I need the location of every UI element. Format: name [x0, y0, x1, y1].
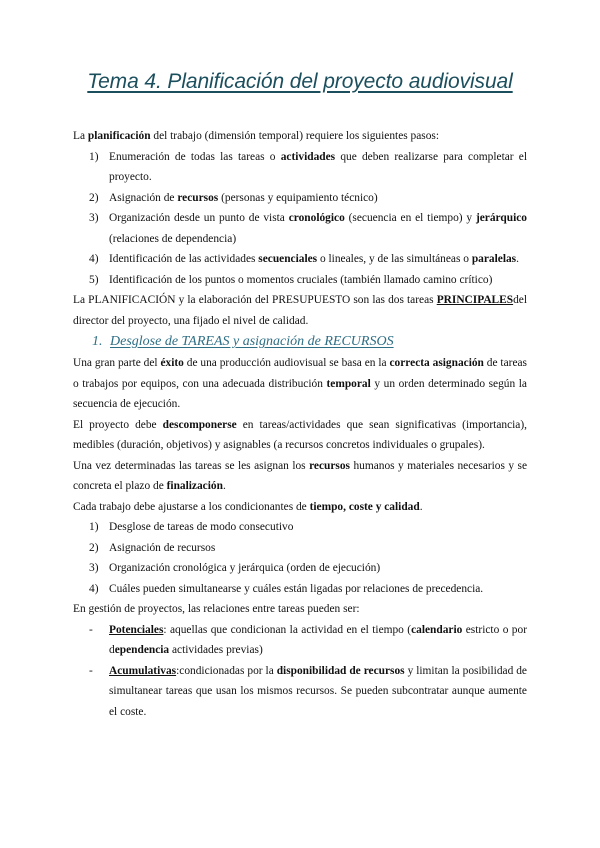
- bold-text: tiempo, coste y calidad: [309, 500, 420, 513]
- text: Una vez determinadas las tareas se les asignan los: [73, 459, 310, 472]
- exito-paragraph: [73, 353, 527, 415]
- condicionantes-paragraph: [73, 497, 527, 518]
- text: que deben realizarse para completar el proyecto.: [109, 150, 528, 183]
- bold-text: secuenciales: [258, 253, 318, 265]
- text: (relaciones de dependencia): [109, 232, 237, 245]
- relations-list: [73, 620, 527, 723]
- text: de una producción audiovisual se basa en la: [183, 357, 390, 369]
- bold-underlined-text: Potenciales: [109, 623, 164, 636]
- bold-text: jerárquico: [475, 212, 527, 224]
- bold-underlined-text: PRINCIPALES: [436, 294, 514, 306]
- relaciones-paragraph: En gestión de proyectos, las relaciones entre tareas pueden ser:: [73, 603, 360, 615]
- text: : aquellas que condicionan la actividad en el tiempo (: [163, 623, 412, 636]
- list-item: [73, 579, 527, 600]
- list-number: 3): [89, 212, 99, 224]
- bold-text: recursos: [177, 191, 219, 204]
- bold-text: actividades: [280, 150, 336, 163]
- text: Desglose de tareas de modo consecutivo: [109, 521, 294, 533]
- document-body: [73, 126, 527, 722]
- text: (personas y equipamiento técnico): [218, 191, 378, 204]
- text: Asignación de recursos: [109, 541, 216, 554]
- list-item: [73, 249, 527, 270]
- list-item: [73, 538, 527, 559]
- text: :condicionadas por la: [176, 664, 277, 677]
- bold-text: temporal: [326, 377, 371, 390]
- list-number: 1): [89, 521, 99, 533]
- list-number: 1): [89, 150, 99, 163]
- text: del director del proyecto, una fijado el nivel de calidad.: [73, 294, 527, 327]
- text: La: [73, 130, 88, 142]
- section-heading: [73, 331, 527, 353]
- bold-text: descomponerse: [162, 418, 237, 431]
- text: y limitan la posibilidad de simultanear tareas que usan los mismos recursos. Se pueden subcontratar aunque aumente el coste.: [109, 664, 527, 718]
- list-number: 5): [89, 273, 99, 286]
- page-title: Tema 4. Planificación del proyecto audiovisual: [87, 70, 513, 93]
- descomponer-paragraph: [73, 415, 527, 456]
- text: Organización cronológica y jerárquica (orden de ejecución): [109, 562, 381, 574]
- list-item: [73, 517, 527, 538]
- list-number: 3): [89, 562, 99, 574]
- bold-text: correcta asignación: [389, 357, 484, 369]
- bold-text: calendario: [411, 623, 463, 636]
- text: Cuáles pueden simultanearse y cuáles están ligadas por relaciones de precedencia.: [109, 582, 484, 595]
- list-number: 4): [89, 582, 99, 595]
- bold-text: disponibilidad de recursos: [276, 664, 405, 677]
- planning-steps-list: [73, 147, 527, 291]
- text: La PLANIFICACIÓN y la elaboración del PRESUPUESTO son las dos tareas: [73, 294, 437, 306]
- list-item: [73, 558, 527, 579]
- text: Una gran parte del: [73, 357, 161, 369]
- section-number: 1.: [92, 334, 103, 349]
- list-item: [73, 208, 527, 249]
- list-dash: -: [89, 664, 93, 677]
- recursos-paragraph: [73, 456, 527, 497]
- text: Identificación de las actividades: [109, 253, 259, 265]
- bold-underlined-text: Acumulativas: [109, 664, 177, 677]
- text: de tareas o trabajos por equipos, con una adecuada distribución: [73, 357, 527, 390]
- text: estricto o por d: [109, 623, 527, 656]
- text: .: [516, 253, 519, 265]
- text: Identificación de los puntos o momentos cruciales (también llamado camino crítico): [109, 273, 493, 286]
- intro-paragraph: [73, 126, 527, 147]
- bold-text: ependencia: [114, 644, 170, 656]
- bold-text: planificación: [87, 130, 151, 142]
- bold-text: finalización: [166, 480, 223, 492]
- text: El proyecto debe: [73, 418, 163, 431]
- list-item: [73, 147, 527, 188]
- list-item: [73, 270, 527, 291]
- process-steps-list: [73, 517, 527, 599]
- list-number: 4): [89, 253, 99, 265]
- bold-text: cronológico: [288, 212, 345, 224]
- list-number: 2): [89, 541, 99, 554]
- text: Asignación de: [109, 191, 178, 204]
- text: actividades previas): [169, 644, 263, 656]
- text: (secuencia en el tiempo) y: [344, 212, 476, 224]
- text: del trabajo (dimensión temporal) requiere los siguientes pasos:: [150, 130, 440, 142]
- principales-paragraph: [73, 290, 527, 331]
- text: en tareas/actividades que sean significativas (importancia), medibles (duración, objetivos) y asignables (a recursos concretos individuales o grupales).: [73, 418, 527, 451]
- text: Organización desde un punto de vista: [109, 212, 289, 224]
- text: .: [222, 480, 226, 492]
- list-item: [73, 661, 527, 723]
- bold-text: éxito: [160, 357, 184, 369]
- bold-text: paralelas: [471, 253, 517, 265]
- text: humanos y materiales necesarios y se concreta el plazo de: [73, 459, 527, 492]
- list-number: 2): [89, 191, 99, 204]
- text: o lineales, y de las simultáneas o: [317, 253, 472, 265]
- list-item: [73, 620, 527, 661]
- list-item: [73, 188, 527, 209]
- bold-text: recursos: [309, 459, 350, 472]
- text: Enumeración de todas las tareas o: [109, 150, 281, 163]
- text: y un orden determinado según la secuencia de ejecución.: [73, 377, 527, 410]
- list-dash: -: [89, 623, 93, 636]
- section-title: Desglose de TAREAS y asignación de RECURSOS: [110, 334, 394, 349]
- text: Cada trabajo debe ajustarse a los condicionantes de: [73, 500, 310, 513]
- text: .: [419, 500, 423, 513]
